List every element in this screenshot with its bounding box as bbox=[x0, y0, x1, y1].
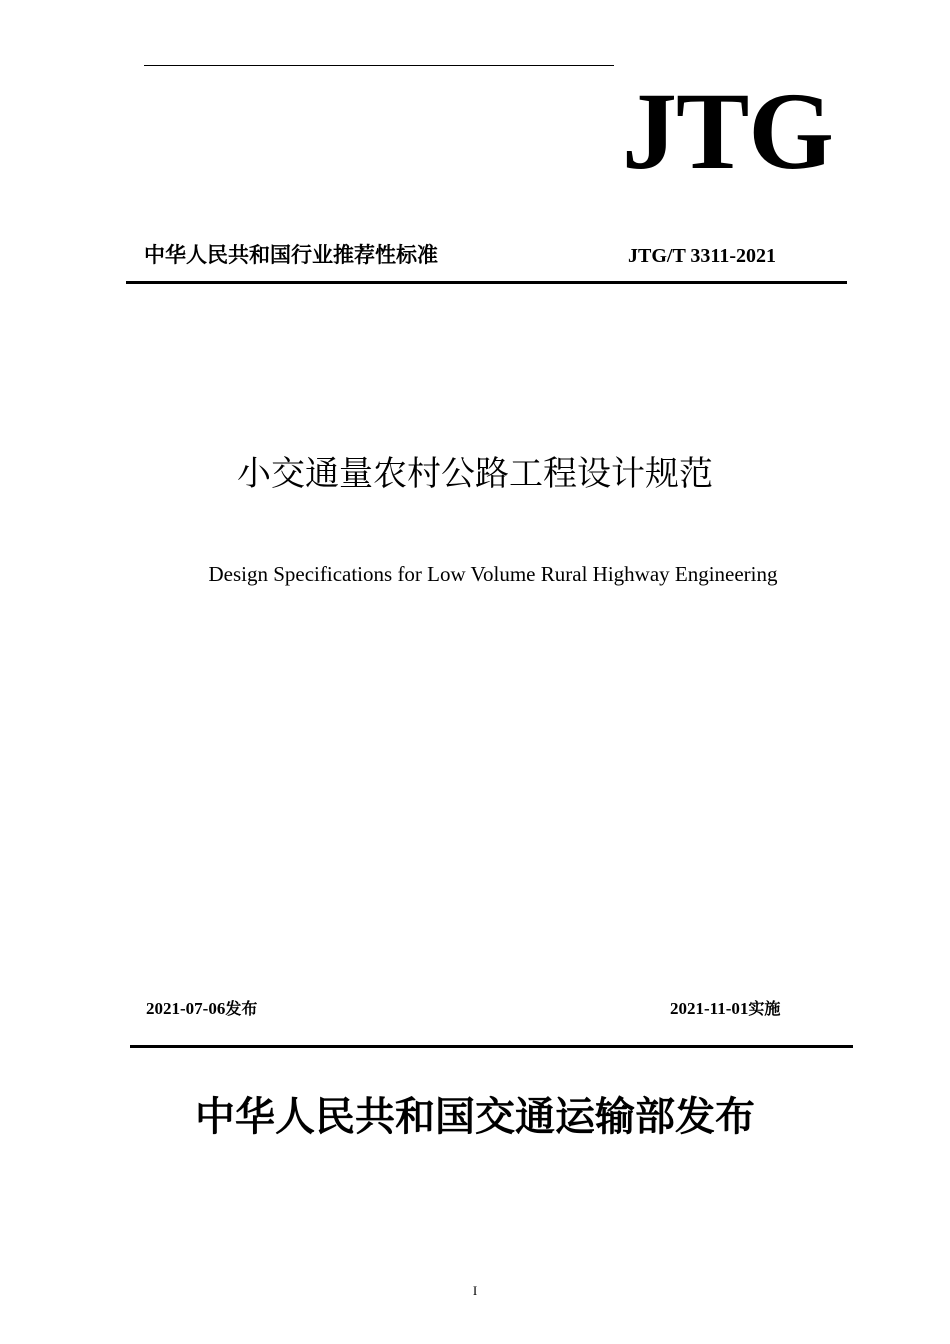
jtg-logo: JTG bbox=[622, 70, 833, 192]
top-rule bbox=[144, 65, 614, 66]
effective-date-value: 2021-11-01 bbox=[670, 999, 749, 1018]
effective-date-label: 实施 bbox=[748, 999, 781, 1018]
issue-date-label: 发布 bbox=[225, 999, 258, 1018]
header-rule bbox=[126, 281, 847, 284]
issue-date bbox=[146, 997, 257, 1021]
effective-date bbox=[670, 997, 780, 1021]
page-subtitle-english: Design Specifications for Low Volume Rural Highway Engineering bbox=[208, 562, 778, 586]
standard-category: 中华人民共和国行业推荐性标准 bbox=[144, 243, 438, 267]
footer-rule bbox=[130, 1045, 853, 1048]
page-title: 小交通量农村公路工程设计规范 bbox=[237, 454, 713, 494]
page-number: I bbox=[472, 1283, 478, 1298]
issue-date-value: 2021-07-06 bbox=[146, 999, 226, 1018]
publisher: 中华人民共和国交通运输部发布 bbox=[195, 1093, 755, 1140]
standard-code: JTG/T 3311-2021 bbox=[628, 245, 776, 267]
